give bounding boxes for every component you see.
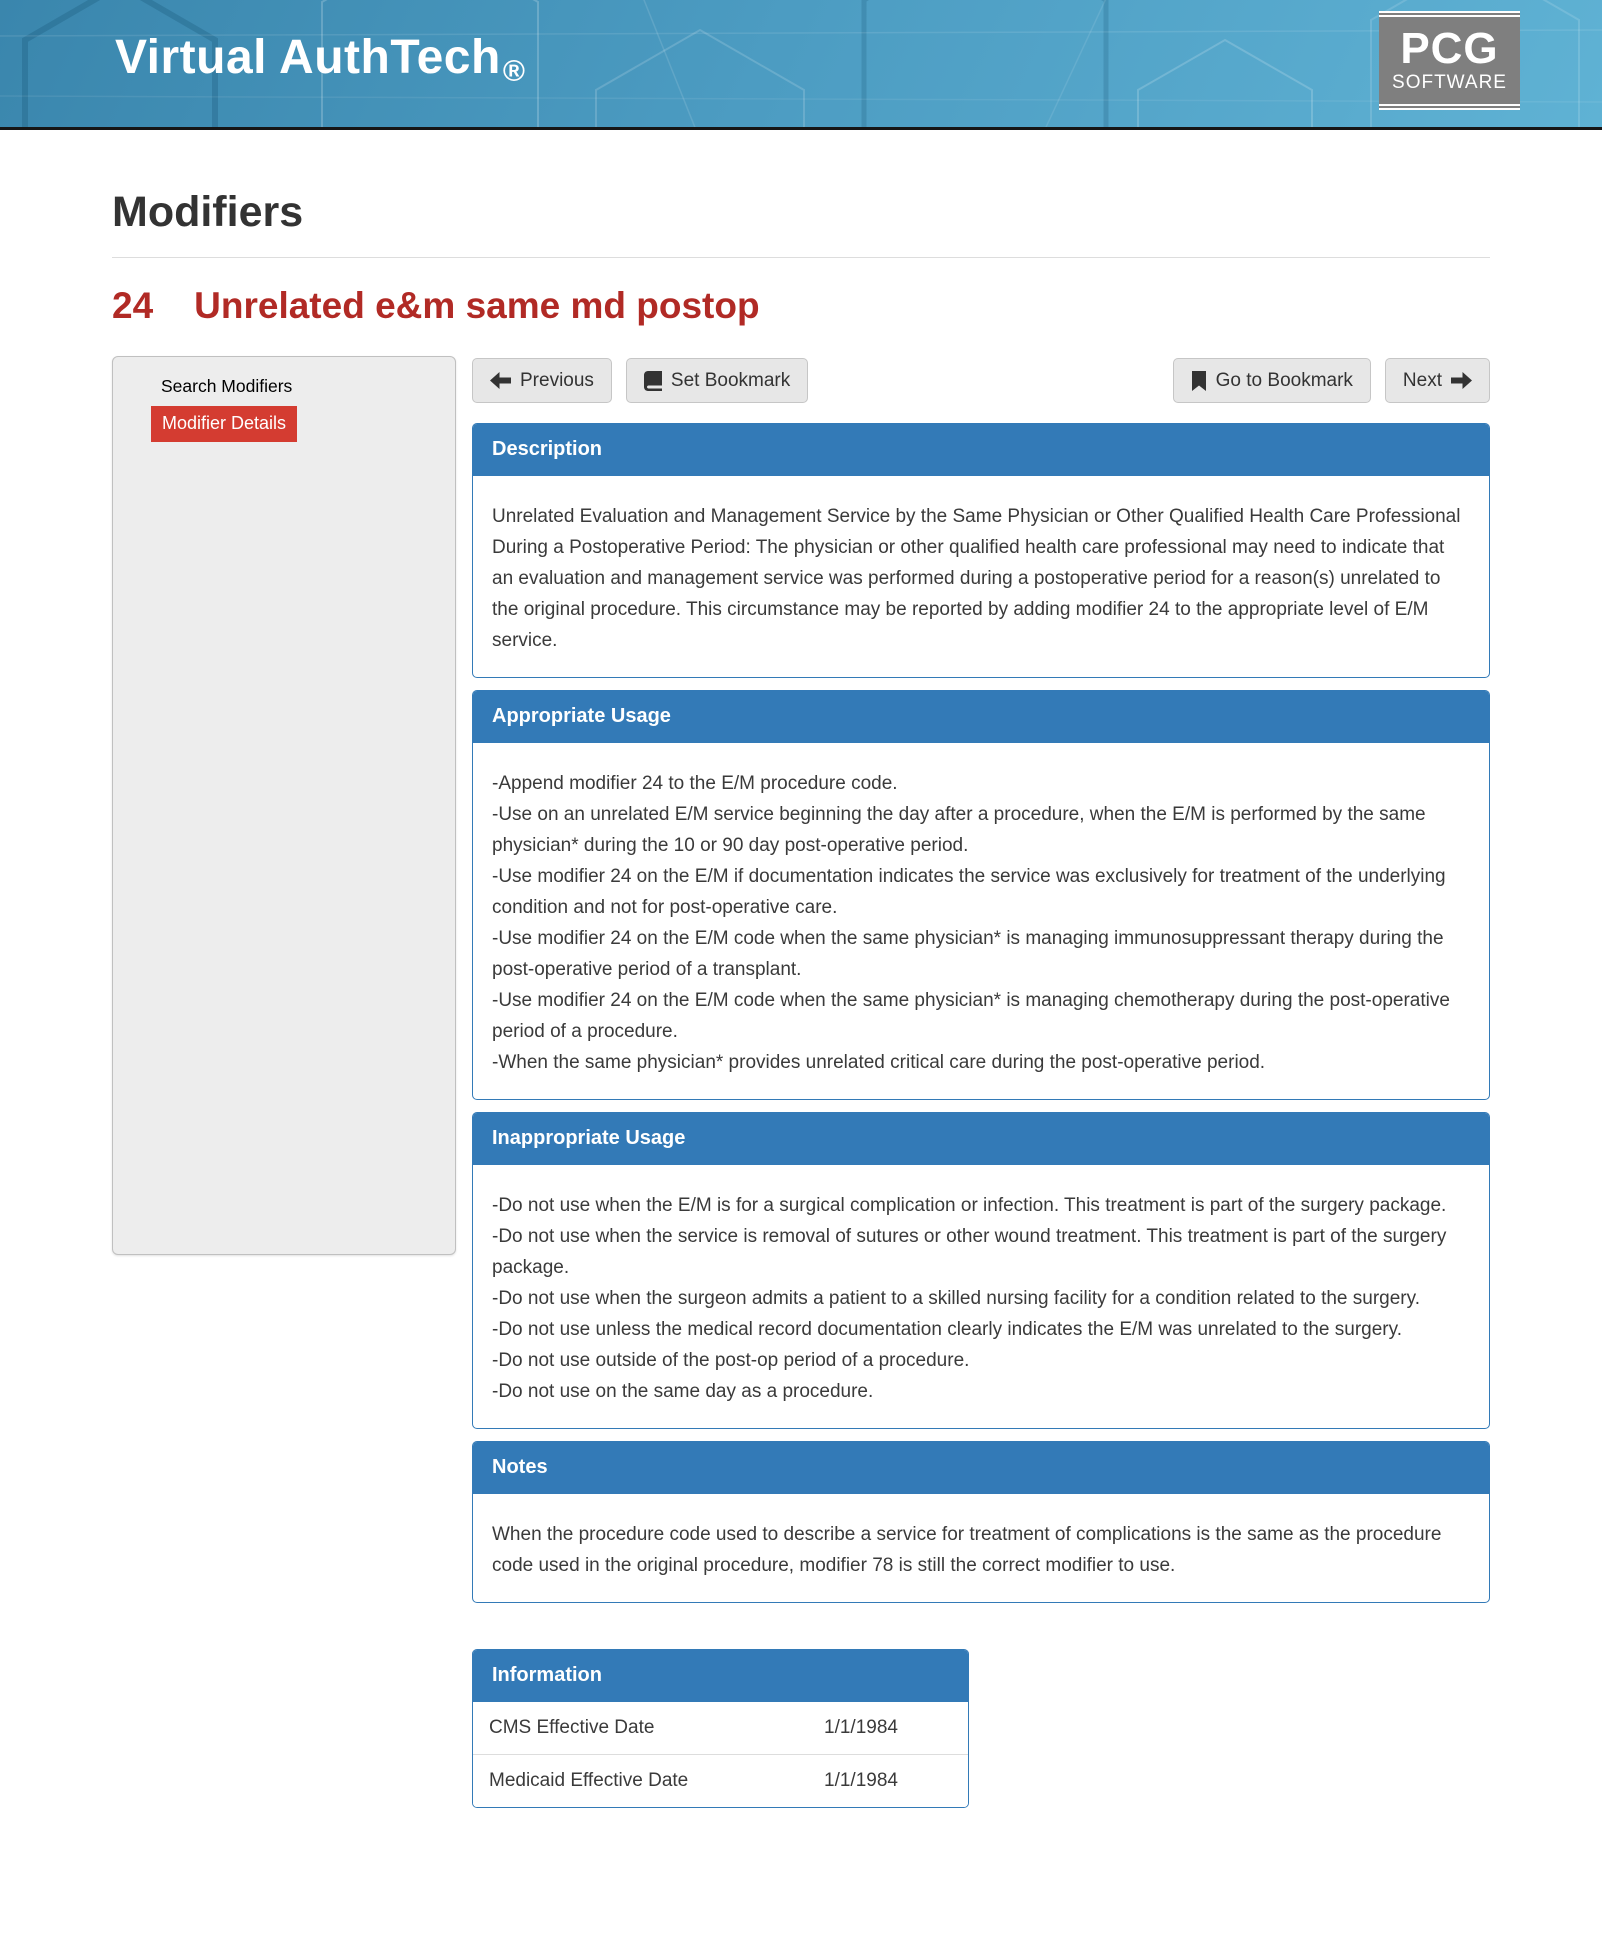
left-arrow-icon [490,372,511,389]
book-icon [644,371,662,391]
toolbar [472,358,1490,403]
appropriate-usage-item: -Use modifier 24 on the E/M code when the same physician* is managing chemotherapy during the post-operative period of a procedure. [492,990,1450,1042]
description-paragraph: Unrelated Evaluation and Management Service by the Same Physician or Other Qualified Health Care Professional During a Postoperative Period: The physician or other qualified health care professional may need to indicate that an evaluation and management service was performed during a postoperative period for a reason(s) unrelated to the original procedure. This circumstance may be reported by adding modifier 24 to the appropriate level of E/M service. [492,506,1461,651]
title-divider [112,257,1490,258]
toolbar-right-group [1173,358,1490,403]
toolbar-left-group [472,358,808,403]
information-panel-header: Information [473,1650,968,1702]
info-label: CMS Effective Date [489,1717,655,1738]
set-bookmark-button-label: Set Bookmark [670,369,791,391]
section-appropriate-usage [472,690,1490,1100]
previous-button-label: Previous [520,369,594,391]
info-value: 1/1/1984 [824,1770,898,1791]
previous-button[interactable] [472,358,612,403]
inappropriate-usage-item: -Do not use unless the medical record documentation clearly indicates the E/M was unrelated to the surgery. [492,1319,1403,1340]
logo-text-secondary: SOFTWARE [1392,72,1507,93]
section-description-body [473,476,1489,677]
page-title: Modifiers [112,188,304,236]
bookmark-icon [1191,371,1207,391]
content-row [112,356,1490,1808]
inappropriate-usage-item: -Do not use when the service is removal of sutures or other wound treatment. This treatment is part of the surgery package. [492,1226,1447,1278]
inappropriate-usage-item: -Do not use on the same day as a procedure. [492,1381,874,1402]
brand [115,30,525,89]
section-inappropriate-usage-header: Inappropriate Usage [473,1113,1489,1165]
appropriate-usage-item: -Use on an unrelated E/M service beginning the day after a procedure, when the E/M is performed by the same physician* during the 10 or 90 day post-operative period. [492,804,1426,856]
modifier-code: 24 [112,285,154,326]
info-value: 1/1/1984 [824,1717,898,1738]
appropriate-usage-item: -Use modifier 24 on the E/M if documentation indicates the service was exclusively for treatment of the underlying condition and not for post-operative care. [492,866,1446,918]
sidebar-item-search-modifiers[interactable]: Search Modifiers [161,376,293,396]
modifier-heading [112,285,1490,327]
information-panel [472,1649,969,1808]
appropriate-usage-item: -When the same physician* provides unrelated critical care during the post-operative period. [492,1052,1266,1073]
sidebar-item-modifier-details[interactable]: Modifier Details [151,406,297,442]
section-description [472,423,1490,678]
go-to-bookmark-button[interactable] [1173,358,1371,403]
inappropriate-usage-item: -Do not use when the surgeon admits a patient to a skilled nursing facility for a condition related to the surgery. [492,1288,1420,1309]
info-label: Medicaid Effective Date [489,1770,689,1791]
appropriate-usage-item: -Append modifier 24 to the E/M procedure code. [492,773,898,794]
set-bookmark-button[interactable] [626,358,808,403]
info-row-cms-effective-date [473,1702,968,1754]
inappropriate-usage-item: -Do not use when the E/M is for a surgical complication or infection. This treatment is part of the surgery package. [492,1195,1447,1216]
appropriate-usage-item: -Use modifier 24 on the E/M code when the same physician* is managing immunosuppressant therapy during the post-operative period of a transplant. [492,928,1444,980]
pcg-software-logo [1379,11,1520,110]
right-arrow-icon [1451,372,1472,389]
section-inappropriate-usage-body [473,1165,1489,1428]
logo-text-primary: PCG [1400,24,1499,73]
section-description-header: Description [473,424,1489,476]
info-row-medicaid-effective-date [473,1754,968,1807]
app-header [0,0,1602,130]
notes-paragraph: When the procedure code used to describe a service for treatment of complications is the same as the procedure code used in the original procedure, modifier 78 is still the correct modifier to use. [492,1524,1442,1576]
section-notes [472,1441,1490,1603]
next-button-label: Next [1402,369,1442,391]
modifier-name: Unrelated e&m same md postop [194,285,760,326]
section-notes-header: Notes [473,1442,1489,1494]
sidebar [112,356,456,1255]
go-to-bookmark-button-label: Go to Bookmark [1215,369,1353,391]
section-appropriate-usage-header: Appropriate Usage [473,691,1489,743]
section-inappropriate-usage [472,1112,1490,1429]
main-content [472,356,1490,1808]
section-appropriate-usage-body [473,743,1489,1099]
section-notes-body [473,1494,1489,1602]
next-button[interactable] [1385,358,1490,403]
inappropriate-usage-item: -Do not use outside of the post-op period of a procedure. [492,1350,970,1371]
app-title: Virtual AuthTech [115,31,501,84]
registered-trademark: ® [502,55,525,88]
